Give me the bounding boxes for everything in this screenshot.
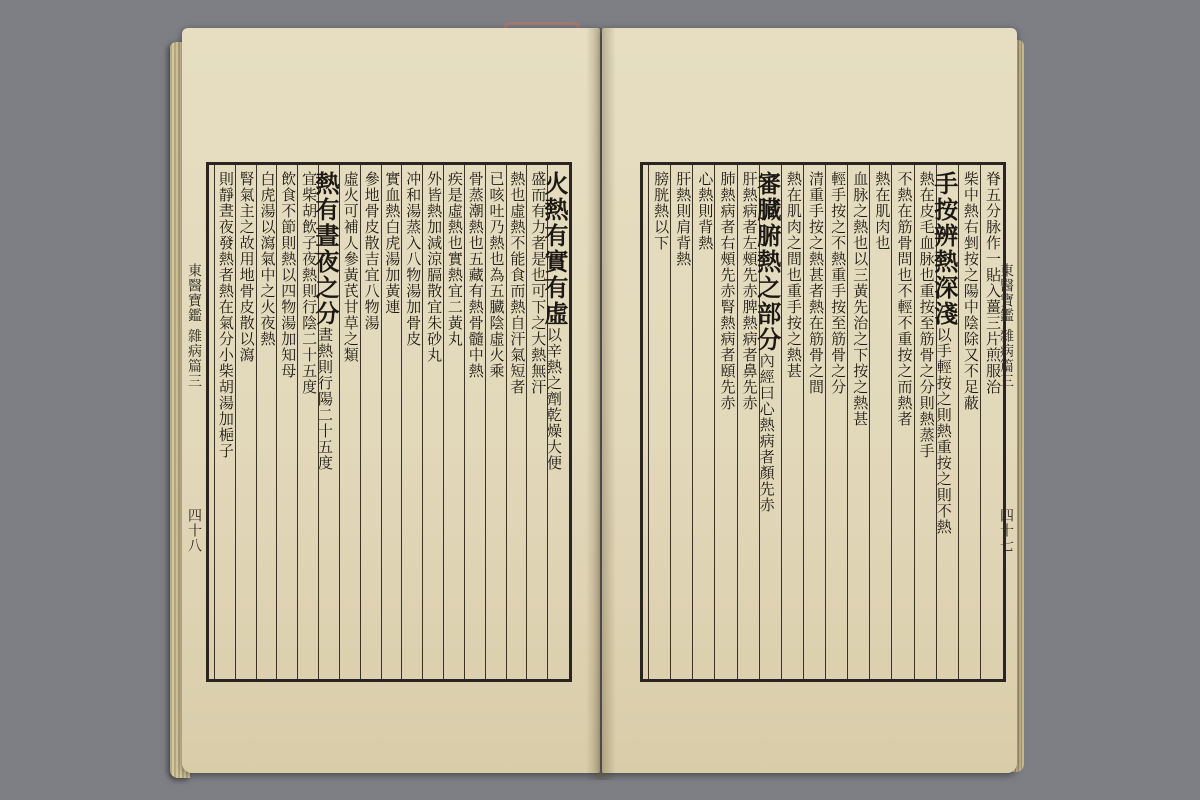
column-text: 外皆熱加減涼膈散宜朱砂丸	[425, 171, 444, 363]
column-text: 不熱在筋骨問也不輕不重按之而熱者	[895, 171, 914, 427]
text-column	[297, 165, 319, 679]
right-page	[602, 28, 1017, 773]
column-text: 虛火可補人參黃芪甘草之類	[341, 171, 360, 363]
text-column	[235, 165, 257, 679]
column-text: 血脉之熱也以三黃先治之下按之熱甚	[851, 171, 870, 427]
column-text: 火熱有實有虛以辛熱之劑乾燥大便	[540, 171, 569, 471]
column-text: 審臓腑熱之部分內經曰心熱病者顏先赤	[752, 171, 782, 513]
column-text: 心熱則背熱	[696, 171, 715, 251]
text-column	[891, 165, 914, 679]
text-column	[422, 165, 444, 679]
text-column	[914, 165, 937, 679]
text-column	[310, 165, 340, 679]
text-column	[648, 165, 671, 679]
column-text: 膀胱熱以下	[652, 171, 671, 251]
column-text: 冲和湯蒸入八物湯加骨皮	[404, 171, 423, 347]
column-text: 實血熱白虎湯加黃連	[383, 171, 402, 315]
text-column	[670, 165, 693, 679]
text-column	[214, 165, 236, 679]
column-text: 疾是虛熱也實熱宜二黃丸	[445, 171, 464, 347]
left-text-frame	[206, 162, 572, 682]
column-text: 骨蒸潮熱也五藏有熱骨髓中熱	[466, 171, 485, 379]
column-text: 已咳吐乃熱也為五臓陰虛火乘	[487, 171, 506, 379]
text-column	[339, 165, 361, 679]
text-column	[443, 165, 465, 679]
section-heading: 火熱有實有虛	[540, 171, 569, 327]
column-text: 參地骨皮散吉宜八物湯	[362, 171, 381, 331]
column-text: 熱在肌肉之間也重手按之熱甚	[784, 171, 803, 379]
column-text: 白虎湯以瀉氣中之火夜熱	[258, 171, 277, 347]
column-text: 柴中熱右剉按之陽中陰除又不足蔽	[961, 171, 980, 411]
text-column	[540, 165, 569, 679]
column-text: 肝熱病者左頰先赤脾熱病者鼻先赤	[740, 171, 759, 411]
text-column	[256, 165, 278, 679]
column-text: 熱有晝夜之分晝熱則行陽二十五度	[310, 171, 340, 471]
text-column	[929, 165, 959, 679]
text-column	[737, 165, 760, 679]
right-folio: 四十七	[998, 508, 1014, 553]
section-heading: 手按辨熱深淺	[929, 171, 959, 327]
column-text: 肝熱則肩背熱	[674, 171, 693, 267]
open-book	[170, 28, 1030, 780]
text-column	[276, 165, 298, 679]
right-text-frame	[640, 162, 1006, 682]
left-margin-title: 東醫寶鑑 雜病篇三	[186, 263, 202, 389]
text-column	[381, 165, 403, 679]
text-column	[847, 165, 870, 679]
column-text: 熱也虛熱不能食而熱自汗氣短者	[508, 171, 527, 395]
column-text: 飲食不節則熱以四物湯加知母	[279, 171, 298, 379]
column-text: 熱在肌肉也	[873, 171, 892, 251]
text-column	[692, 165, 715, 679]
text-column	[464, 165, 486, 679]
column-text: 腎氣主之故用地骨皮散以瀉	[237, 171, 256, 363]
text-column	[360, 165, 382, 679]
text-column	[752, 165, 782, 679]
text-column	[526, 165, 548, 679]
column-text: 熱在皮毛血脉也重按至筋骨之分則熱蒸手	[917, 171, 936, 459]
section-heading: 熱有晝夜之分	[310, 171, 340, 327]
text-column	[980, 165, 1003, 679]
left-folio: 四十八	[186, 508, 202, 553]
column-text: 盛而有力者是也可下之大熱無汗	[529, 171, 548, 395]
text-column	[825, 165, 848, 679]
text-column	[506, 165, 528, 679]
text-column	[958, 165, 981, 679]
column-text: 宜柴胡飲子夜熱則行陰二十五度	[300, 171, 319, 395]
right-margin-title: 東醫寶鑑 雜病篇三	[998, 263, 1014, 389]
column-text: 手按辨熱深淺以手輕按之則熱重按之則不熱	[929, 171, 959, 535]
column-text: 輕手按之不熱重手按至筋骨之分	[829, 171, 848, 395]
text-column	[714, 165, 737, 679]
column-text: 則靜晝夜發熱者熱在氣分小柴胡湯加梔子	[216, 171, 235, 459]
section-heading: 審臓腑熱之部分	[752, 171, 782, 353]
left-columns	[209, 165, 569, 679]
column-text: 肺熱病者右頰先赤腎熱病者頤先赤	[718, 171, 737, 411]
text-column	[781, 165, 804, 679]
text-column	[401, 165, 423, 679]
text-column	[803, 165, 826, 679]
left-page	[182, 28, 600, 773]
column-text: 清重手按之熱甚者熱在筋骨之間	[807, 171, 825, 395]
text-column	[869, 165, 892, 679]
right-columns	[643, 165, 1003, 679]
text-column	[485, 165, 507, 679]
column-text: 脊五分脉作一貼入薑三片煎服治	[984, 171, 1002, 395]
